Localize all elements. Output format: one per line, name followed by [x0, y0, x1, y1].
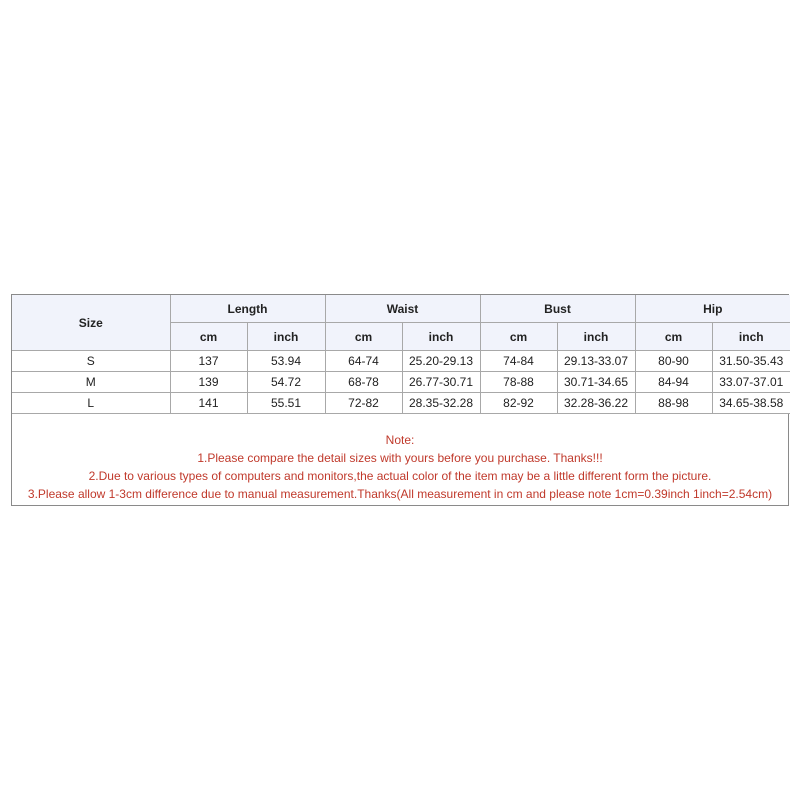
header-row-groups	[12, 295, 790, 323]
table-cell: 55.51	[247, 393, 325, 414]
note-line-1: 1.Please compare the detail sizes with yours before you purchase. Thanks!!!	[197, 451, 603, 465]
table-cell: 137	[170, 351, 247, 372]
table-cell: 80-90	[635, 351, 712, 372]
table-cell: 33.07-37.01	[712, 372, 790, 393]
size-cell: S	[12, 351, 170, 372]
table-cell: 29.13-33.07	[557, 351, 635, 372]
table-cell: 34.65-38.58	[712, 393, 790, 414]
size-column-header: Size	[12, 295, 170, 351]
size-cell: L	[12, 393, 170, 414]
table-cell: 54.72	[247, 372, 325, 393]
unit-header: inch	[712, 323, 790, 351]
table-cell: 88-98	[635, 393, 712, 414]
group-header-length: Length	[170, 295, 325, 323]
group-header-waist: Waist	[325, 295, 480, 323]
table-cell: 84-94	[635, 372, 712, 393]
table-cell: 74-84	[480, 351, 557, 372]
table-row	[12, 393, 790, 414]
table-cell: 28.35-32.28	[402, 393, 480, 414]
notes-title: Note:	[385, 433, 415, 447]
table-cell: 78-88	[480, 372, 557, 393]
table-cell: 141	[170, 393, 247, 414]
table-cell: 26.77-30.71	[402, 372, 480, 393]
table-row	[12, 372, 790, 393]
table-cell: 72-82	[325, 393, 402, 414]
table-cell: 32.28-36.22	[557, 393, 635, 414]
table-cell: 139	[170, 372, 247, 393]
table-cell: 31.50-35.43	[712, 351, 790, 372]
size-table	[12, 295, 790, 414]
unit-header: cm	[480, 323, 557, 351]
unit-header: cm	[170, 323, 247, 351]
table-cell: 82-92	[480, 393, 557, 414]
unit-header: cm	[635, 323, 712, 351]
table-cell: 30.71-34.65	[557, 372, 635, 393]
unit-header: inch	[402, 323, 480, 351]
size-cell: M	[12, 372, 170, 393]
table-cell: 53.94	[247, 351, 325, 372]
notes-section	[12, 414, 788, 503]
group-header-bust: Bust	[480, 295, 635, 323]
size-chart	[11, 294, 789, 506]
table-cell: 64-74	[325, 351, 402, 372]
unit-header: inch	[557, 323, 635, 351]
unit-header: cm	[325, 323, 402, 351]
group-header-hip: Hip	[635, 295, 790, 323]
table-cell: 68-78	[325, 372, 402, 393]
unit-header: inch	[247, 323, 325, 351]
table-row	[12, 351, 790, 372]
note-line-3: 3.Please allow 1-3cm difference due to manual measurement.Thanks(All measurement in cm and please note 1cm=0.39inch 1inch=2.54cm)	[27, 487, 773, 501]
table-cell: 25.20-29.13	[402, 351, 480, 372]
note-line-2: 2.Due to various types of computers and monitors,the actual color of the item may be a little different form the picture.	[88, 469, 712, 483]
